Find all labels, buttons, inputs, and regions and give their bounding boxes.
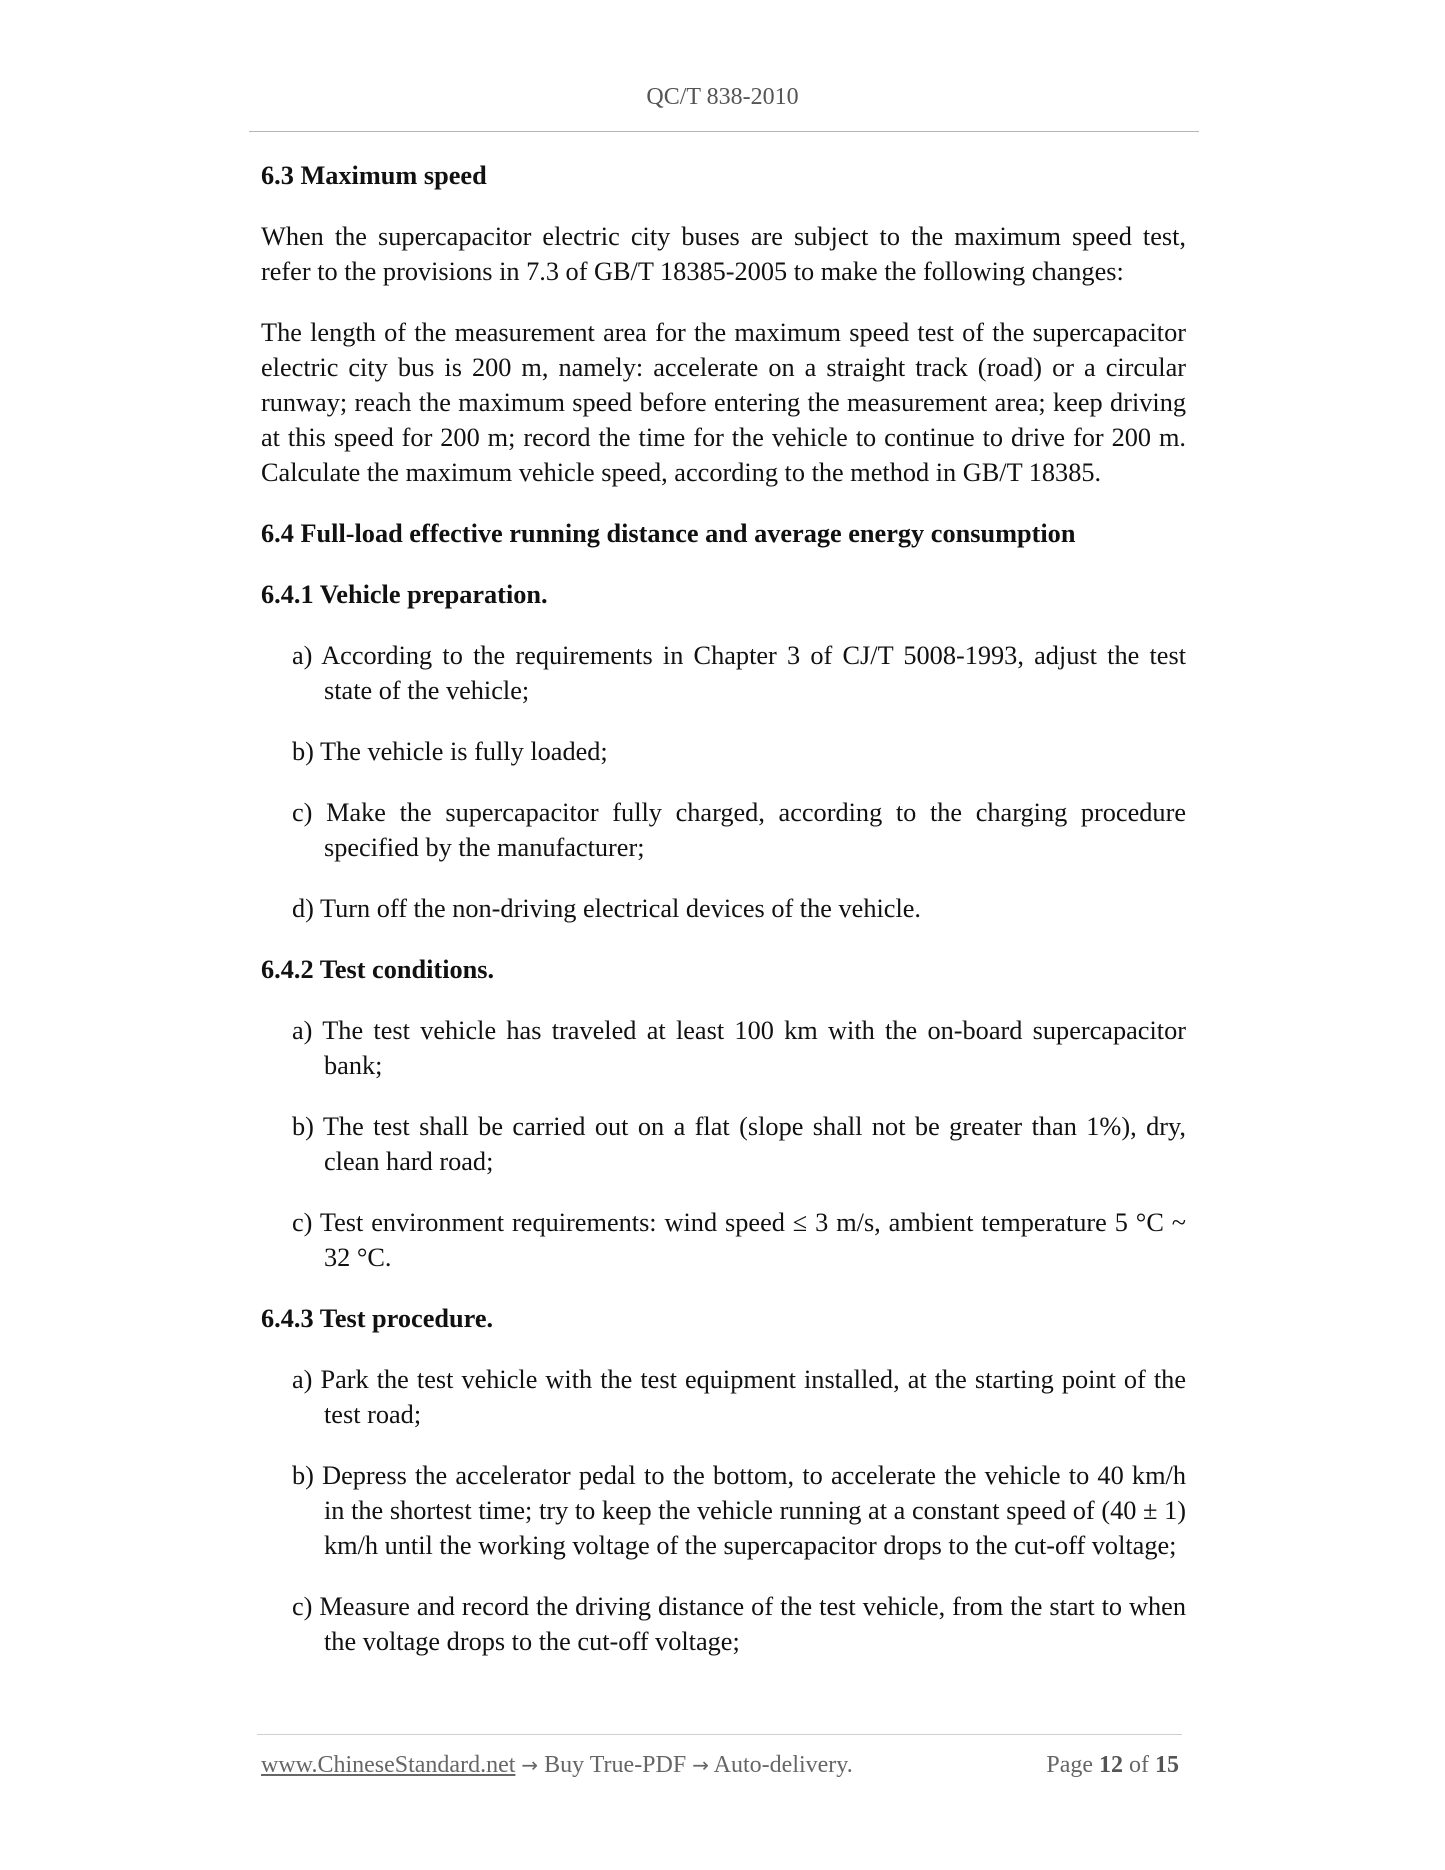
footer-divider: [257, 1734, 1182, 1735]
arrow-right-icon: →: [692, 1753, 709, 1777]
list-item: c) Make the supercapacitor fully charged, according to the charging procedure specified by the manufacturer;: [292, 798, 1186, 862]
subsection-heading-6-4-3: 6.4.3 Test procedure.: [261, 1304, 494, 1333]
paragraph: When the supercapacitor electric city buses are subject to the maximum speed test, refer to the provisions in 7.3 of GB/T 18385-2005 to make the following changes:: [261, 222, 1186, 286]
footer-promo: [261, 1752, 853, 1779]
header-divider: [249, 131, 1199, 132]
paragraph: The length of the measurement area for the maximum speed test of the supercapacitor electric city bus is 200 m, namely: accelerate on a straight track (road) or a circular runway; reach the maximum speed before entering the measurement area; keep driving at this speed for 200 m; record the time for the vehicle to continue to drive for 200 m. Calculate the maximum vehicle speed, according to the method in GB/T 18385.: [261, 318, 1186, 487]
subsection-heading-6-4-2: 6.4.2 Test conditions.: [261, 955, 495, 984]
running-header: QC/T 838-2010: [646, 84, 799, 110]
subsection-heading-6-4-1: 6.4.1 Vehicle preparation.: [261, 580, 548, 609]
section-heading-6-3: 6.3 Maximum speed: [261, 161, 487, 190]
page-counter: [1046, 1752, 1179, 1779]
page-number: 12: [1099, 1752, 1123, 1778]
page-body: [261, 158, 1186, 1685]
list-item: b) The test shall be carried out on a flat (slope shall not be greater than 1%), dry, clean hard road;: [292, 1112, 1186, 1176]
list-item: b) The vehicle is fully loaded;: [292, 737, 608, 766]
auto-delivery-text: Auto-delivery.: [713, 1752, 853, 1778]
list-item: d) Turn off the non-driving electrical devices of the vehicle.: [292, 894, 921, 923]
page-footer: [261, 1752, 1179, 1779]
page-total: 15: [1155, 1752, 1179, 1778]
list-item: c) Test environment requirements: wind speed ≤ 3 m/s, ambient temperature 5 °C ~ 32 °C.: [292, 1208, 1186, 1272]
section-heading-6-4: 6.4 Full-load effective running distance and average energy consumption: [261, 519, 1076, 548]
buy-true-pdf-text: Buy True-PDF: [544, 1752, 687, 1778]
of-label: of: [1129, 1752, 1149, 1778]
list-item: c) Measure and record the driving distance of the test vehicle, from the start to when the voltage drops to the cut-off voltage;: [292, 1592, 1186, 1656]
list-item: b) Depress the accelerator pedal to the bottom, to accelerate the vehicle to 40 km/h in the shortest time; try to keep the vehicle running at a constant speed of (40 ± 1) km/h until the working voltage of the supercapacitor drops to the cut-off voltage;: [292, 1461, 1186, 1560]
list-item: a) The test vehicle has traveled at least 100 km with the on-board supercapacitor bank;: [292, 1016, 1186, 1080]
page-label: Page: [1046, 1752, 1093, 1778]
list-item: a) According to the requirements in Chapter 3 of CJ/T 5008-1993, adjust the test state of the vehicle;: [292, 641, 1186, 705]
list-item: a) Park the test vehicle with the test equipment installed, at the starting point of the test road;: [292, 1365, 1186, 1429]
arrow-right-icon: →: [521, 1753, 539, 1777]
website-link[interactable]: www.ChineseStandard.net: [261, 1752, 516, 1778]
